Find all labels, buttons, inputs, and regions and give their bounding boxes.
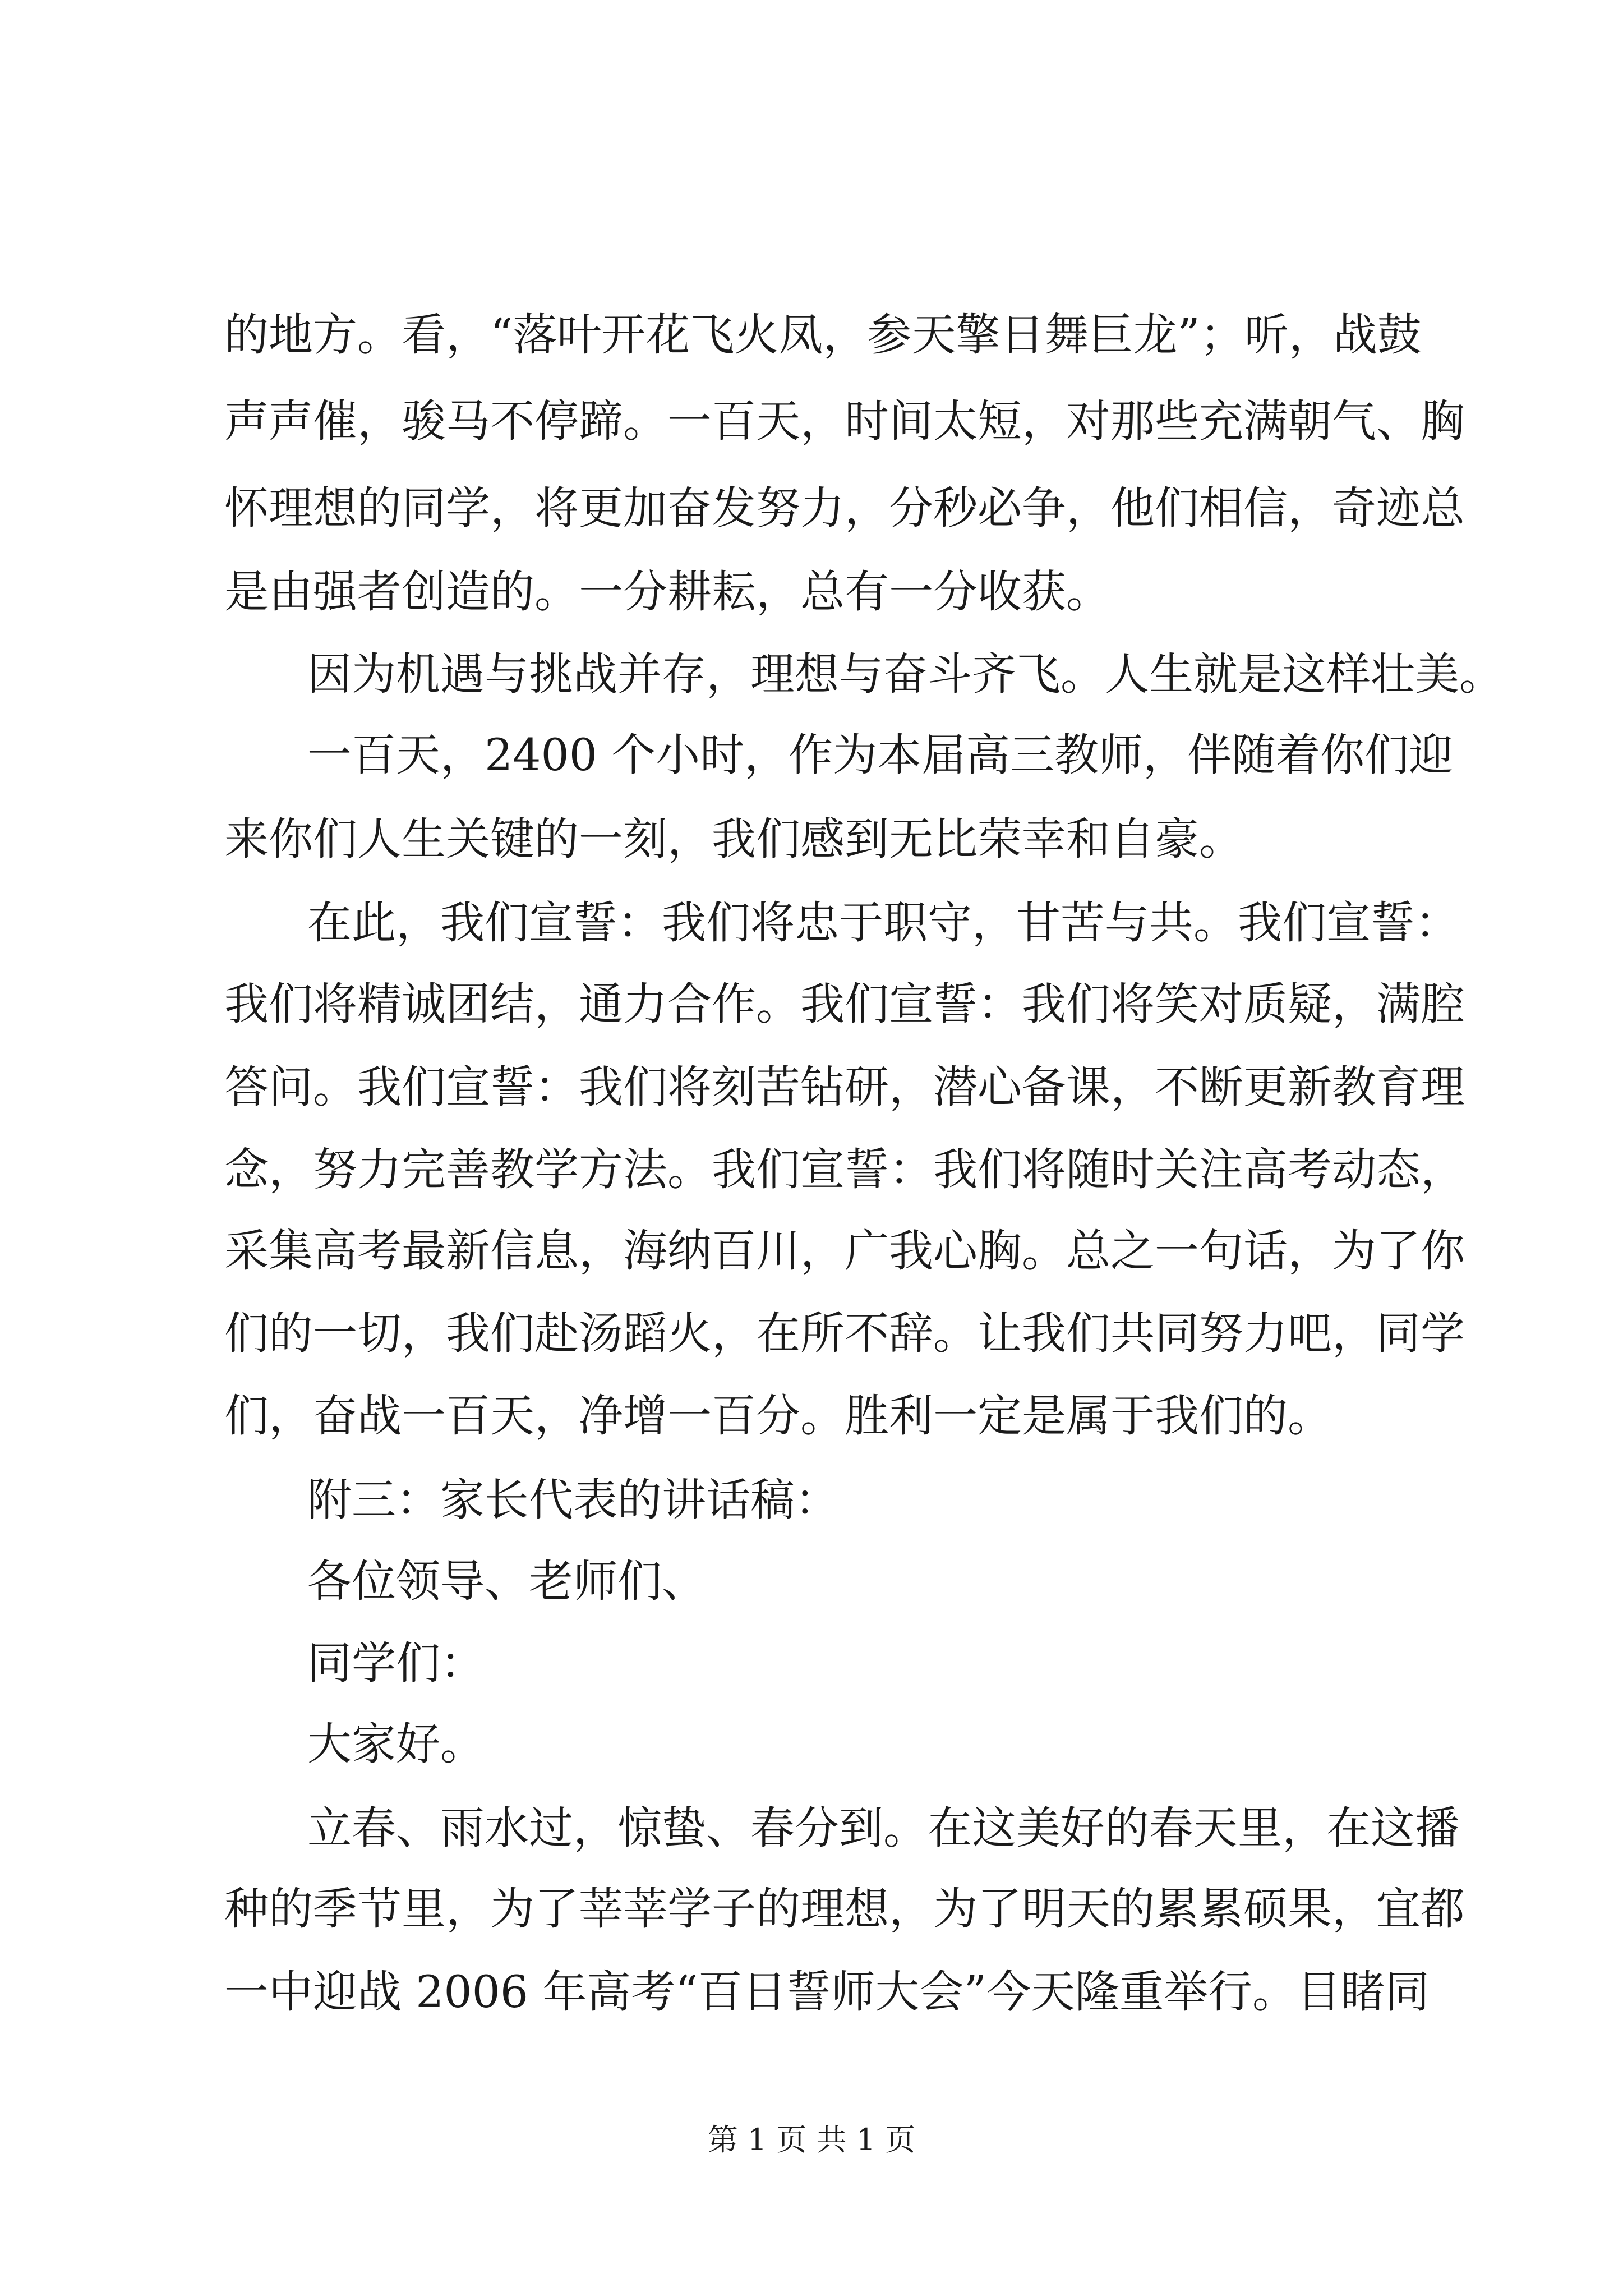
text-line: 怀理想的同学，将更加奋发努力，分秒必争，他们相信，奇迹总	[224, 482, 1465, 534]
text-line: 各位领导、老师们、	[307, 1556, 706, 1607]
text-line: 们的一切，我们赴汤蹈火，在所不辞。让我们共同努力吧，同学	[224, 1308, 1465, 1359]
page-footer: 第 1 页 共 1 页	[707, 2122, 916, 2157]
text-line: 一中迎战 2006 年高考“百日誓师大会”今天隆重举行。目睹同	[224, 1966, 1430, 2018]
text-line: 附三：家长代表的讲话稿：	[307, 1474, 839, 1526]
text-line: 们，奋战一百天，净增一百分。胜利一定是属于我们的。	[224, 1390, 1332, 1442]
text-line: 大家好。	[307, 1718, 485, 1770]
text-line: 采集高考最新信息，海纳百川，广我心胸。总之一句话，为了你	[224, 1225, 1465, 1277]
text-line: 在此，我们宣誓：我们将忠于职守，甘苦与共。我们宣誓：	[307, 897, 1459, 949]
text-line: 同学们：	[307, 1637, 485, 1689]
text-line: 一百天，2400 个小时，作为本届高三教师，伴随着你们迎	[307, 729, 1454, 781]
text-line: 因为机遇与挑战并存，理想与奋斗齐飞。人生就是这样壮美。	[307, 648, 1504, 700]
text-line: 念，努力完善教学方法。我们宣誓：我们将随时关注高考动态，	[224, 1144, 1465, 1195]
text-line: 立春、雨水过，惊蛰、春分到。在这美好的春天里，在这播	[307, 1802, 1459, 1854]
text-line: 声声催，骏马不停蹄。一百天，时间太短，对那些充满朝气、胸	[224, 395, 1465, 447]
text-line: 答问。我们宣誓：我们将刻苦钻研，潜心备课，不断更新教育理	[224, 1061, 1465, 1113]
text-line: 种的季节里，为了莘莘学子的理想，为了明天的累累硕果，宜都	[224, 1883, 1465, 1935]
text-line: 来你们人生关键的一刻，我们感到无比荣幸和自豪。	[224, 813, 1243, 865]
text-line: 的地方。看，“落叶开花飞火凤，参天擎日舞巨龙”；听，战鼓	[224, 309, 1422, 361]
text-line: 是由强者创造的。一分耕耘，总有一分收获。	[224, 566, 1110, 618]
text-line: 我们将精诚团结，通力合作。我们宣誓：我们将笑对质疑，满腔	[224, 978, 1465, 1030]
